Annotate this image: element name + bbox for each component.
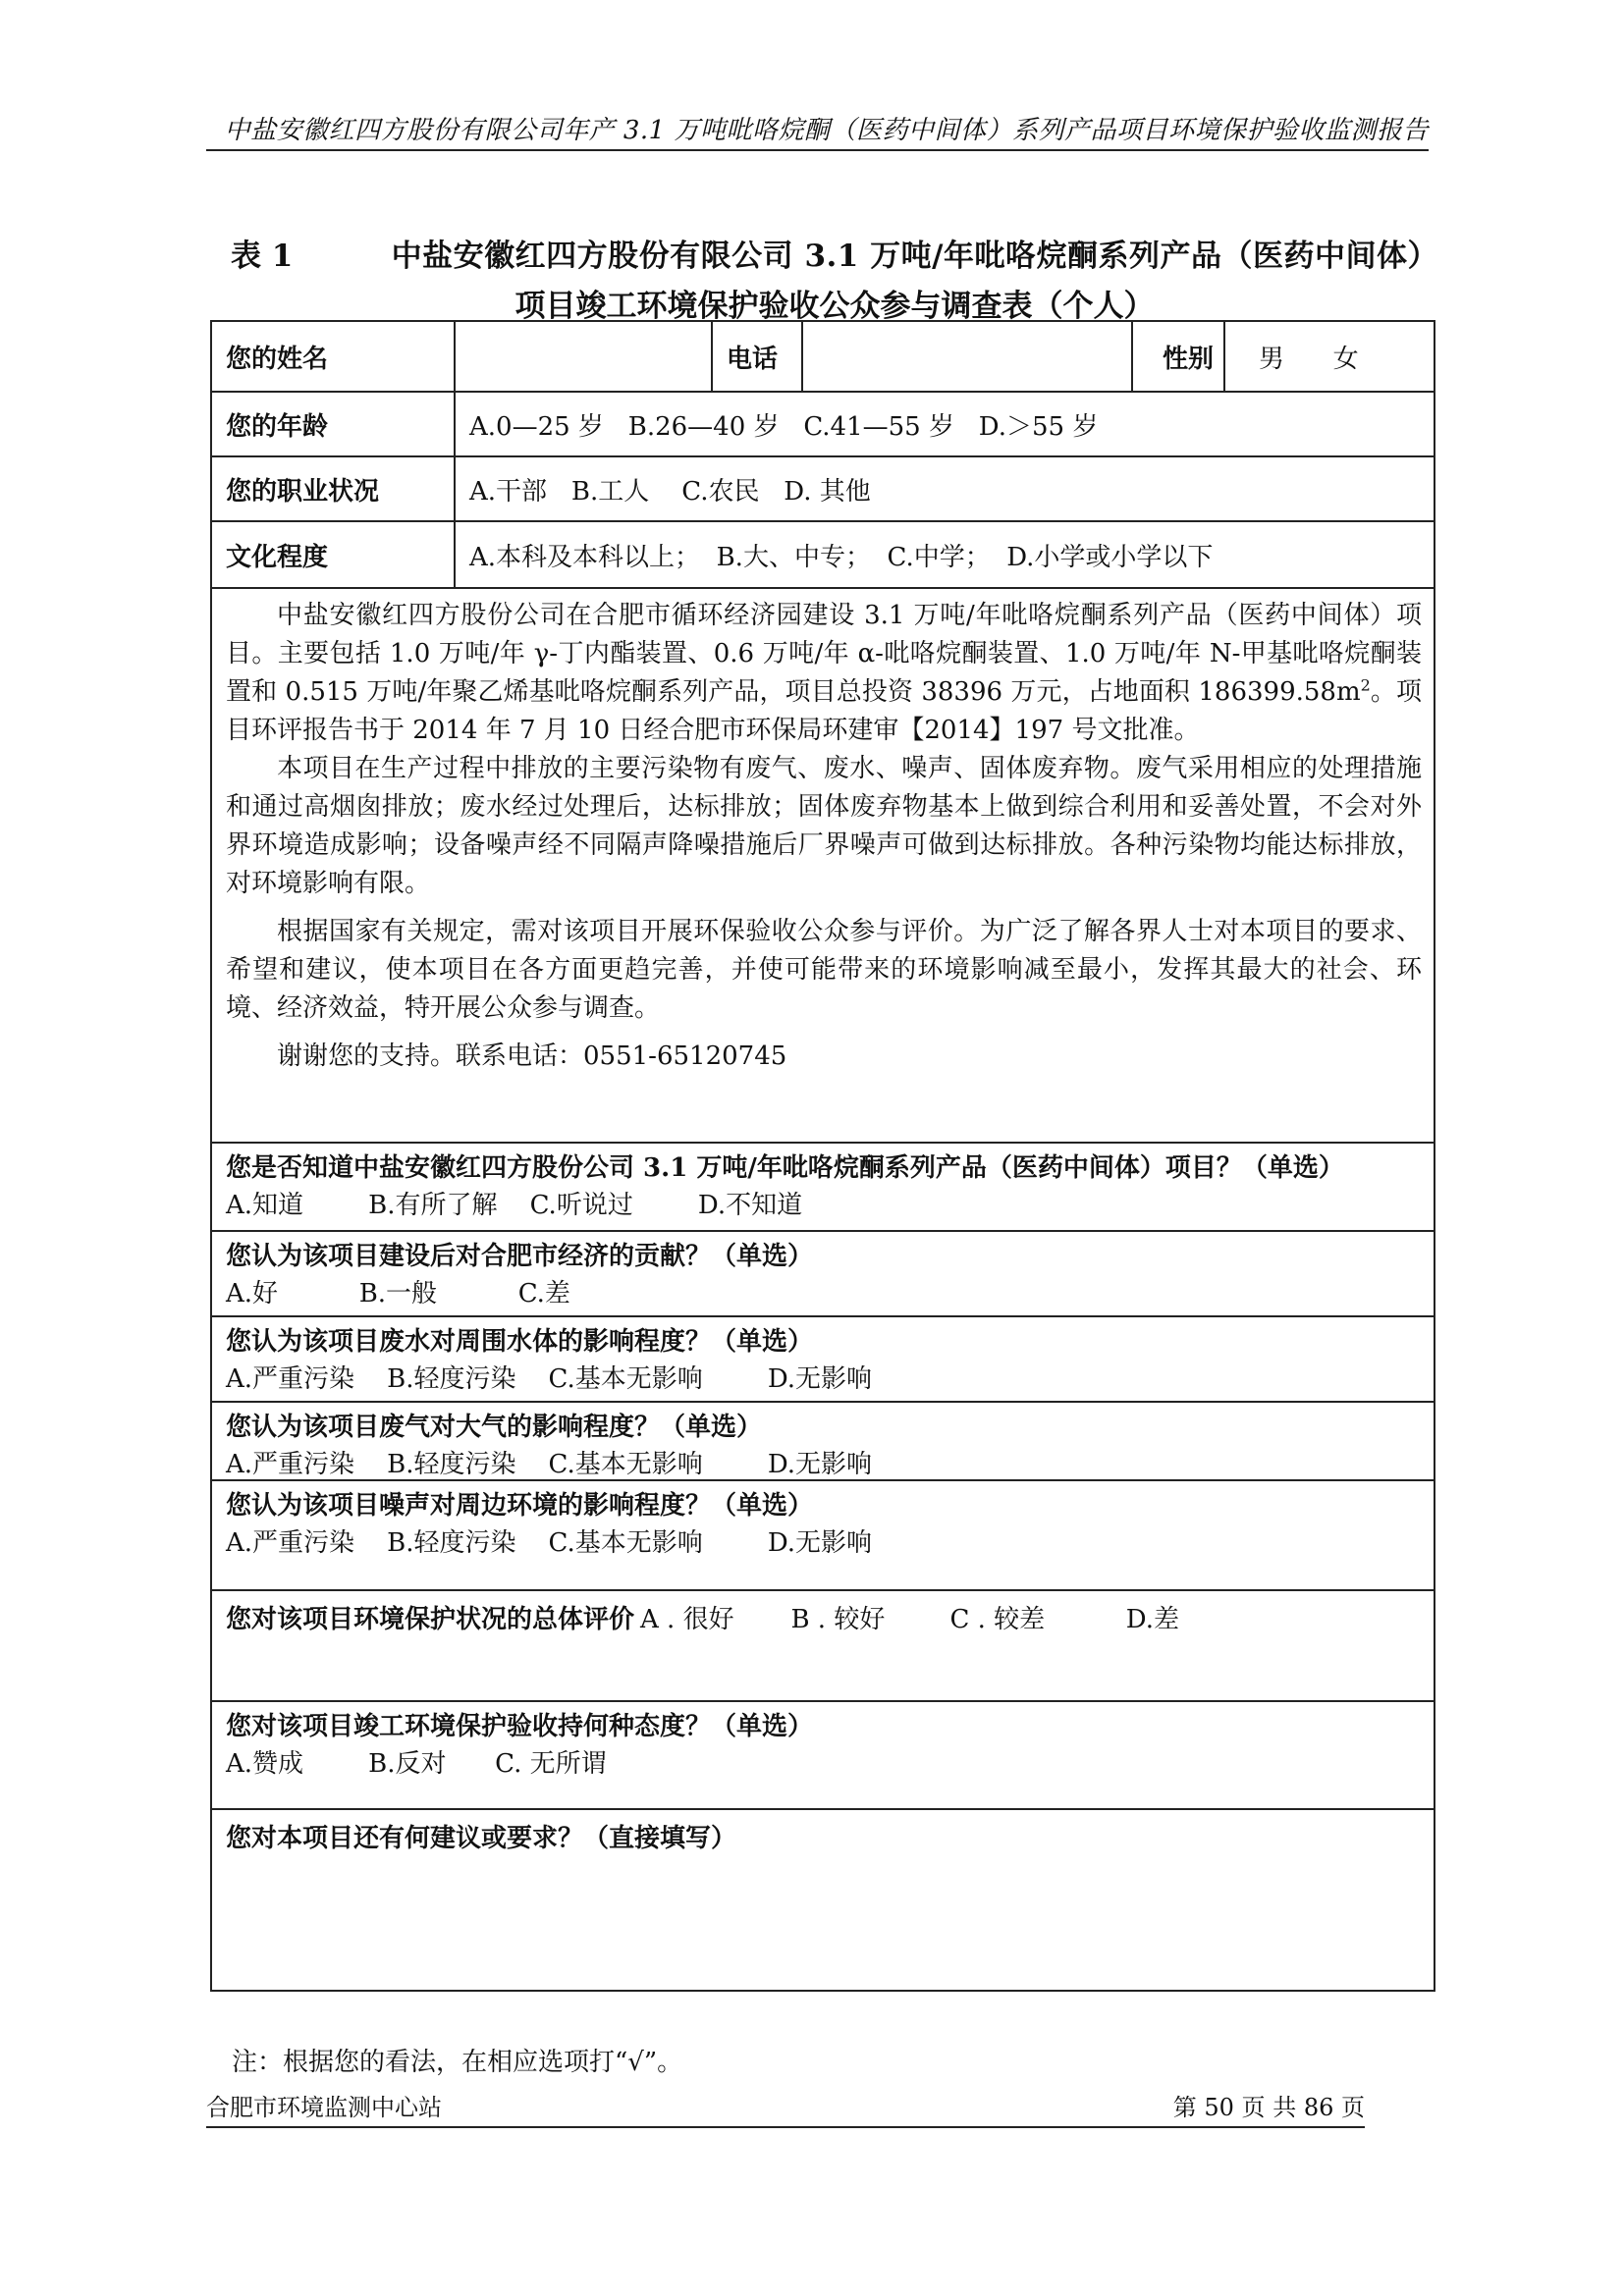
question-wastewater-impact — [212, 1317, 1434, 1403]
intro-paragraph-1: 中盐安徽红四方股份公司在合肥市循环经济园建设 3.1 万吨/年吡咯烷酮系列产品（医药中间体）项目。主要包括 1.0 万吨/年 γ-丁内酯装置、0.6 万吨/年 α-吡咯烷酮装置、1.0 万吨/年 N-甲基吡咯烷酮装置和 0.515 万吨/年聚乙烯基吡咯烷酮系列产品，项目总投资 38396 万元，占地面积 $186399.58m^2$。项目环评报告书于 2014 年 7 月 10 日经合肥市环保局环建审【2014】197 号文批准。 — [226, 601, 1422, 745]
age-options[interactable]: A.0—25 岁 B.26—40 岁 C.41—55 岁 D.＞55 岁 — [469, 411, 1099, 442]
suggestion-answer-area[interactable] — [226, 1857, 1424, 1975]
area-superscript: 2 — [1360, 675, 1371, 695]
project-introduction — [212, 589, 1434, 1144]
running-header: 中盐安徽红四方股份有限公司年产 3.1 万吨吡咯烷酮（医药中间体）系列产品项目环境保护验收监测报告 — [224, 116, 1429, 145]
personal-info-row — [212, 322, 1434, 393]
question-options[interactable]: A.严重污染 B.轻度污染 C.基本无影响 D.无影响 — [226, 1364, 873, 1394]
name-label: 您的姓名 — [212, 322, 456, 391]
occupation-label: 您的职业状况 — [212, 457, 456, 520]
checkmark-note: 注：根据您的看法，在相应选项打“√”。 — [232, 2048, 683, 2077]
question-exhaust-impact — [212, 1403, 1434, 1481]
age-label: 您的年龄 — [212, 393, 456, 455]
question-overall-evaluation — [212, 1591, 1434, 1702]
form-title — [231, 231, 1438, 325]
education-label: 文化程度 — [212, 522, 456, 587]
phone-field[interactable] — [803, 322, 1133, 391]
table-number: 表 1 — [231, 239, 294, 274]
question-options[interactable]: A.好 B.一般 C.差 — [226, 1279, 570, 1308]
question-acceptance-attitude — [212, 1702, 1434, 1810]
intro-paragraph-2: 本项目在生产过程中排放的主要污染物有废气、废水、噪声、固体废弃物。废气采用相应的处理措施和通过高烟囱排放；废水经过处理后，达标排放；固体废弃物基本上做到综合利用和妥善处置，不会对外界环境造成影响；设备噪声经不同隔声降噪措施后厂界噪声可做到达标排放。各种污染物均能达标排放，对环境影响有限。 — [226, 754, 1422, 898]
question-options[interactable]: A.严重污染 B.轻度污染 C.基本无影响 D.无影响 — [226, 1450, 873, 1479]
header-rule — [206, 149, 1429, 151]
question-options[interactable]: A . 很好 B . 较好 C . 较差 D.差 — [640, 1605, 1179, 1634]
title-line-1: 中盐安徽红四方股份有限公司 3.1 万吨/年吡咯烷酮系列产品（医药中间体） — [391, 239, 1438, 274]
occupation-row — [212, 457, 1434, 522]
footer-organization: 合肥市环境监测中心站 — [206, 2094, 442, 2121]
education-options[interactable]: A.本科及本科以上； B.大、中专； C.中学； D.小学或小学以下 — [469, 542, 1214, 572]
gender-label: 性别 — [1133, 322, 1225, 391]
occupation-options[interactable]: A.干部 B.工人 C.农民 D. 其他 — [469, 476, 871, 507]
question-title: 您认为该项目废气对大气的影响程度？（单选） — [226, 1413, 763, 1442]
survey-form — [210, 320, 1435, 1992]
question-options[interactable]: A.知道 B.有所了解 C.听说过 D.不知道 — [226, 1191, 803, 1220]
question-title: 您对该项目竣工环境保护验收持何种态度？（单选） — [226, 1712, 814, 1741]
question-economic-contribution — [212, 1232, 1434, 1317]
gender-options[interactable]: 男 女 — [1259, 344, 1359, 374]
question-title: 您对该项目环境保护状况的总体评价 — [226, 1605, 635, 1634]
footer-page-number: 第 50 页 共 86 页 — [1172, 2094, 1365, 2121]
title-line-2: 项目竣工环境保护验收公众参与调查表（个人） — [514, 289, 1155, 324]
question-options[interactable]: A.赞成 B.反对 C. 无所谓 — [226, 1749, 607, 1779]
intro-paragraph-4: 谢谢您的支持。联系电话：0551-65120745 — [277, 1041, 787, 1071]
question-title: 您认为该项目建设后对合肥市经济的贡献？（单选） — [226, 1242, 814, 1271]
intro-paragraph-3: 根据国家有关规定，需对该项目开展环保验收公众参与评价。为广泛了解各界人士对本项目的要求、希望和建议，使本项目在各方面更趋完善，并使可能带来的环境影响减至最小，发挥其最大的社会、环境、经济效益，特开展公众参与调查。 — [226, 917, 1422, 1023]
question-title: 您是否知道中盐安徽红四方股份公司 3.1 万吨/年吡咯烷酮系列产品（医药中间体）项目？（单选） — [226, 1153, 1344, 1183]
question-options[interactable]: A.严重污染 B.轻度污染 C.基本无影响 D.无影响 — [226, 1528, 873, 1558]
question-noise-impact — [212, 1481, 1434, 1591]
age-row — [212, 393, 1434, 457]
education-row — [212, 522, 1434, 589]
page-footer — [206, 2088, 1365, 2128]
question-title: 您认为该项目废水对周围水体的影响程度？（单选） — [226, 1327, 814, 1357]
name-field[interactable] — [456, 322, 713, 391]
question-title: 您对本项目还有何建议或要求？（直接填写） — [226, 1824, 737, 1853]
phone-label: 电话 — [713, 322, 803, 391]
question-title: 您认为该项目噪声对周边环境的影响程度？（单选） — [226, 1491, 814, 1521]
question-awareness — [212, 1144, 1434, 1232]
question-suggestions — [212, 1810, 1434, 1992]
